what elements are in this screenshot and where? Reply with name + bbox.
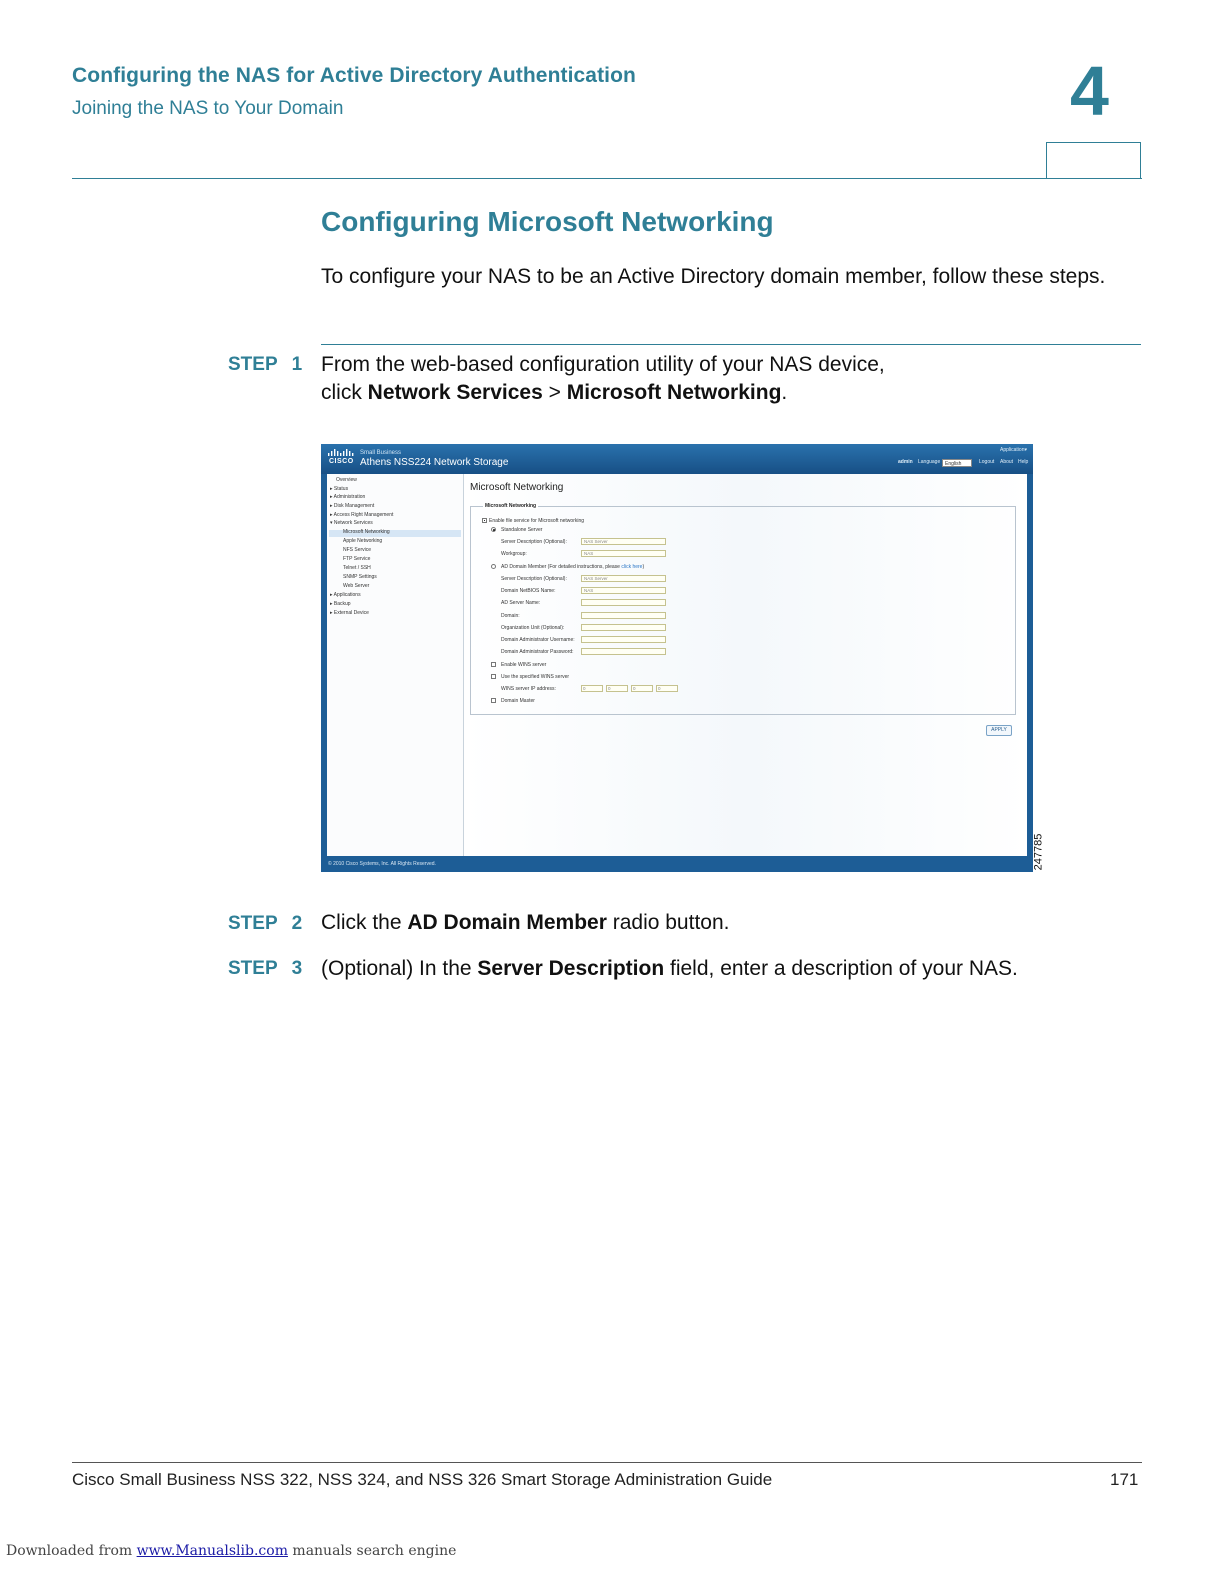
wins-ip-octet-3[interactable]: 0	[631, 685, 653, 692]
wins-ip-octet-4[interactable]: 0	[656, 685, 678, 692]
use-wins-checkbox[interactable]	[491, 674, 496, 679]
step-1-text	[321, 351, 1141, 407]
wins-ip-label: WINS server IP address:	[501, 686, 556, 692]
screenshot-body	[327, 474, 1027, 856]
step-1-label	[228, 354, 302, 376]
step-1-line1: From the web-based configuration utility of your NAS device,	[321, 353, 885, 376]
nav-backup[interactable]: ▸ Backup	[330, 601, 351, 607]
section-title: Configuring Microsoft Networking	[321, 206, 774, 237]
ad-server-name-input[interactable]	[581, 599, 666, 606]
step-word: STEP	[228, 958, 278, 979]
nav-applications-label: Applications	[333, 592, 361, 598]
step-2-text	[321, 909, 1141, 937]
enable-wins-checkbox[interactable]	[491, 662, 496, 667]
nav-administration-label: Administration	[333, 494, 366, 500]
step-3-label	[228, 958, 302, 980]
ad-server-name-label: AD Server Name:	[501, 600, 541, 606]
domain-input[interactable]	[581, 612, 666, 619]
nav-external-device-label: External Device	[333, 610, 369, 616]
step-number: 1	[291, 354, 303, 375]
screenshot-header-bar	[321, 444, 1033, 474]
nav-network-services[interactable]: ▾ Network Services	[330, 520, 373, 526]
organization-unit-label: Organization Unit (Optional):	[501, 625, 565, 631]
footer-page-number: 171	[1110, 1470, 1139, 1489]
nav-snmp-settings[interactable]: SNMP Settings	[343, 574, 377, 580]
wins-ip-octet-1[interactable]: 0	[581, 685, 603, 692]
step-1-pre: click	[321, 381, 368, 404]
wins-ip-octet-2[interactable]: 0	[606, 685, 628, 692]
enable-file-service-checkbox[interactable]	[482, 518, 487, 523]
step-1-bold-microsoft-networking: Microsoft Networking	[566, 381, 782, 404]
download-prefix: Downloaded from	[6, 1543, 137, 1559]
step-2-pre: Click the	[321, 911, 408, 934]
fieldset-legend: Microsoft Networking	[485, 503, 537, 509]
domain-master-checkbox[interactable]	[491, 698, 496, 703]
workgroup-label: Workgroup:	[501, 551, 527, 557]
step-1-post: .	[781, 381, 788, 404]
manualslib-link[interactable]: www.Manualslib.com	[136, 1543, 288, 1559]
nav-overview[interactable]: Overview	[336, 477, 357, 483]
figure-id	[1033, 834, 1047, 874]
download-suffix: manuals search engine	[287, 1543, 457, 1559]
nav-applications[interactable]: ▸ Applications	[330, 592, 361, 598]
ad-server-description-input[interactable]: NAS Server	[581, 575, 666, 582]
nav-network-services-label: Network Services	[333, 520, 373, 526]
product-name: Athens NSS224 Network Storage	[360, 457, 509, 468]
enable-file-service-label: Enable file service for Microsoft networking	[489, 518, 585, 524]
admin-username-label: Domain Administrator Username:	[501, 637, 575, 643]
small-business-label: Small Business	[360, 450, 402, 456]
chapter-title: Configuring the NAS for Active Directory Authentication	[72, 64, 636, 87]
nav-administration[interactable]: ▸ Administration	[330, 494, 366, 500]
section-subtitle: Joining the NAS to Your Domain	[72, 98, 344, 119]
netbios-name-label: Domain NetBIOS Name:	[501, 588, 556, 594]
admin-password-input[interactable]	[581, 648, 666, 655]
standalone-server-label: Standalone Server	[501, 527, 543, 533]
server-description-label: Server Description (Optional):	[501, 539, 567, 545]
admin-password-label: Domain Administrator Password:	[501, 649, 574, 655]
nav-access-right[interactable]: ▸ Access Right Management	[330, 512, 394, 518]
screenshot-page-title: Microsoft Networking	[470, 482, 564, 493]
step-2-post: radio button.	[606, 911, 730, 934]
language-select[interactable]: English	[942, 459, 972, 467]
steps-rule	[321, 344, 1141, 345]
chapter-number: 4	[1070, 52, 1109, 130]
microsoft-networking-fieldset	[470, 503, 1016, 715]
netbios-name-input[interactable]: NAS	[581, 587, 666, 594]
nav-disk-management[interactable]: ▸ Disk Management	[330, 503, 375, 509]
intro-paragraph: To configure your NAS to be an Active Directory domain member, follow these steps.	[321, 265, 1106, 288]
chapter-tab-box	[1046, 142, 1141, 178]
footer-guide-title: Cisco Small Business NSS 322, NSS 324, and NSS 326 Smart Storage Administration Guide	[72, 1470, 773, 1489]
step-3-pre: (Optional) In the	[321, 957, 478, 980]
apply-button[interactable]: APPLY	[986, 725, 1012, 736]
screenshot-main-panel	[464, 474, 1027, 856]
enable-wins-label: Enable WINS server	[501, 662, 547, 668]
ad-server-description-label: Server Description (Optional):	[501, 576, 567, 582]
nav-telnet-ssh[interactable]: Telnet / SSH	[343, 565, 371, 571]
nav-external-device[interactable]: ▸ External Device	[330, 610, 369, 616]
nav-nfs-service[interactable]: NFS Service	[343, 547, 372, 553]
language-label: Language	[918, 459, 941, 465]
standalone-server-radio[interactable]	[491, 527, 496, 532]
ui-screenshot-figure	[321, 444, 1033, 872]
nav-backup-label: Backup	[333, 601, 351, 607]
step-word: STEP	[228, 913, 278, 934]
workgroup-input[interactable]: NAS	[581, 550, 666, 557]
about-link[interactable]: About	[1000, 459, 1014, 465]
server-description-input[interactable]: NAS Server	[581, 538, 666, 545]
step-number: 2	[291, 913, 303, 934]
step-number: 3	[291, 958, 303, 979]
nav-status[interactable]: ▸ Status	[330, 486, 349, 492]
screenshot-nav-tree	[327, 474, 464, 856]
use-wins-label: Use the specified WINS server	[501, 674, 570, 680]
nav-apple-networking[interactable]: Apple Networking	[343, 538, 383, 544]
step-1-bold-network-services: Network Services	[367, 381, 543, 404]
nav-web-server[interactable]: Web Server	[343, 583, 370, 589]
cisco-wordmark: CISCO	[329, 458, 354, 465]
step-word: STEP	[228, 354, 278, 375]
click-here-link[interactable]: click here	[621, 564, 643, 570]
step-1-line2	[321, 379, 1141, 407]
organization-unit-input[interactable]	[581, 624, 666, 631]
footer-rule	[72, 1462, 1142, 1463]
ad-domain-member-label: AD Domain Member (For detailed instructions, please click here)	[501, 564, 645, 570]
admin-user-label: admin	[898, 459, 913, 465]
step-3-post: field, enter a description of your NAS.	[664, 957, 1018, 980]
application-menu[interactable]: Application▾	[1000, 447, 1027, 453]
figure-id-text: 247785	[1032, 833, 1045, 871]
nav-status-label: Status	[333, 486, 349, 492]
step-3-text	[321, 955, 1141, 983]
step-1-sep: >	[542, 381, 567, 404]
nav-ftp-service[interactable]: FTP Service	[343, 556, 371, 562]
cisco-logo-icon	[328, 449, 354, 457]
nav-microsoft-networking[interactable]: Microsoft Networking	[343, 529, 390, 535]
header-rule	[72, 178, 1142, 179]
admin-username-input[interactable]	[581, 636, 666, 643]
step-2-label	[228, 913, 302, 935]
domain-label: Domain:	[501, 613, 520, 619]
step-2-bold-ad-domain-member: AD Domain Member	[407, 911, 607, 934]
domain-master-label: Domain Master	[501, 698, 535, 704]
download-note	[6, 1543, 456, 1559]
help-link[interactable]: Help	[1018, 459, 1029, 465]
ad-domain-member-radio[interactable]	[491, 564, 496, 569]
step-3-bold-server-description: Server Description	[477, 957, 665, 980]
logout-link[interactable]: Logout	[979, 459, 995, 465]
nav-disk-management-label: Disk Management	[333, 503, 375, 509]
ad-domain-member-text: AD Domain Member (For detailed instructions, please	[501, 564, 620, 570]
screenshot-copyright: © 2010 Cisco Systems, Inc. All Rights Reserved.	[328, 861, 436, 867]
nav-access-right-label: Access Right Management	[333, 512, 394, 518]
